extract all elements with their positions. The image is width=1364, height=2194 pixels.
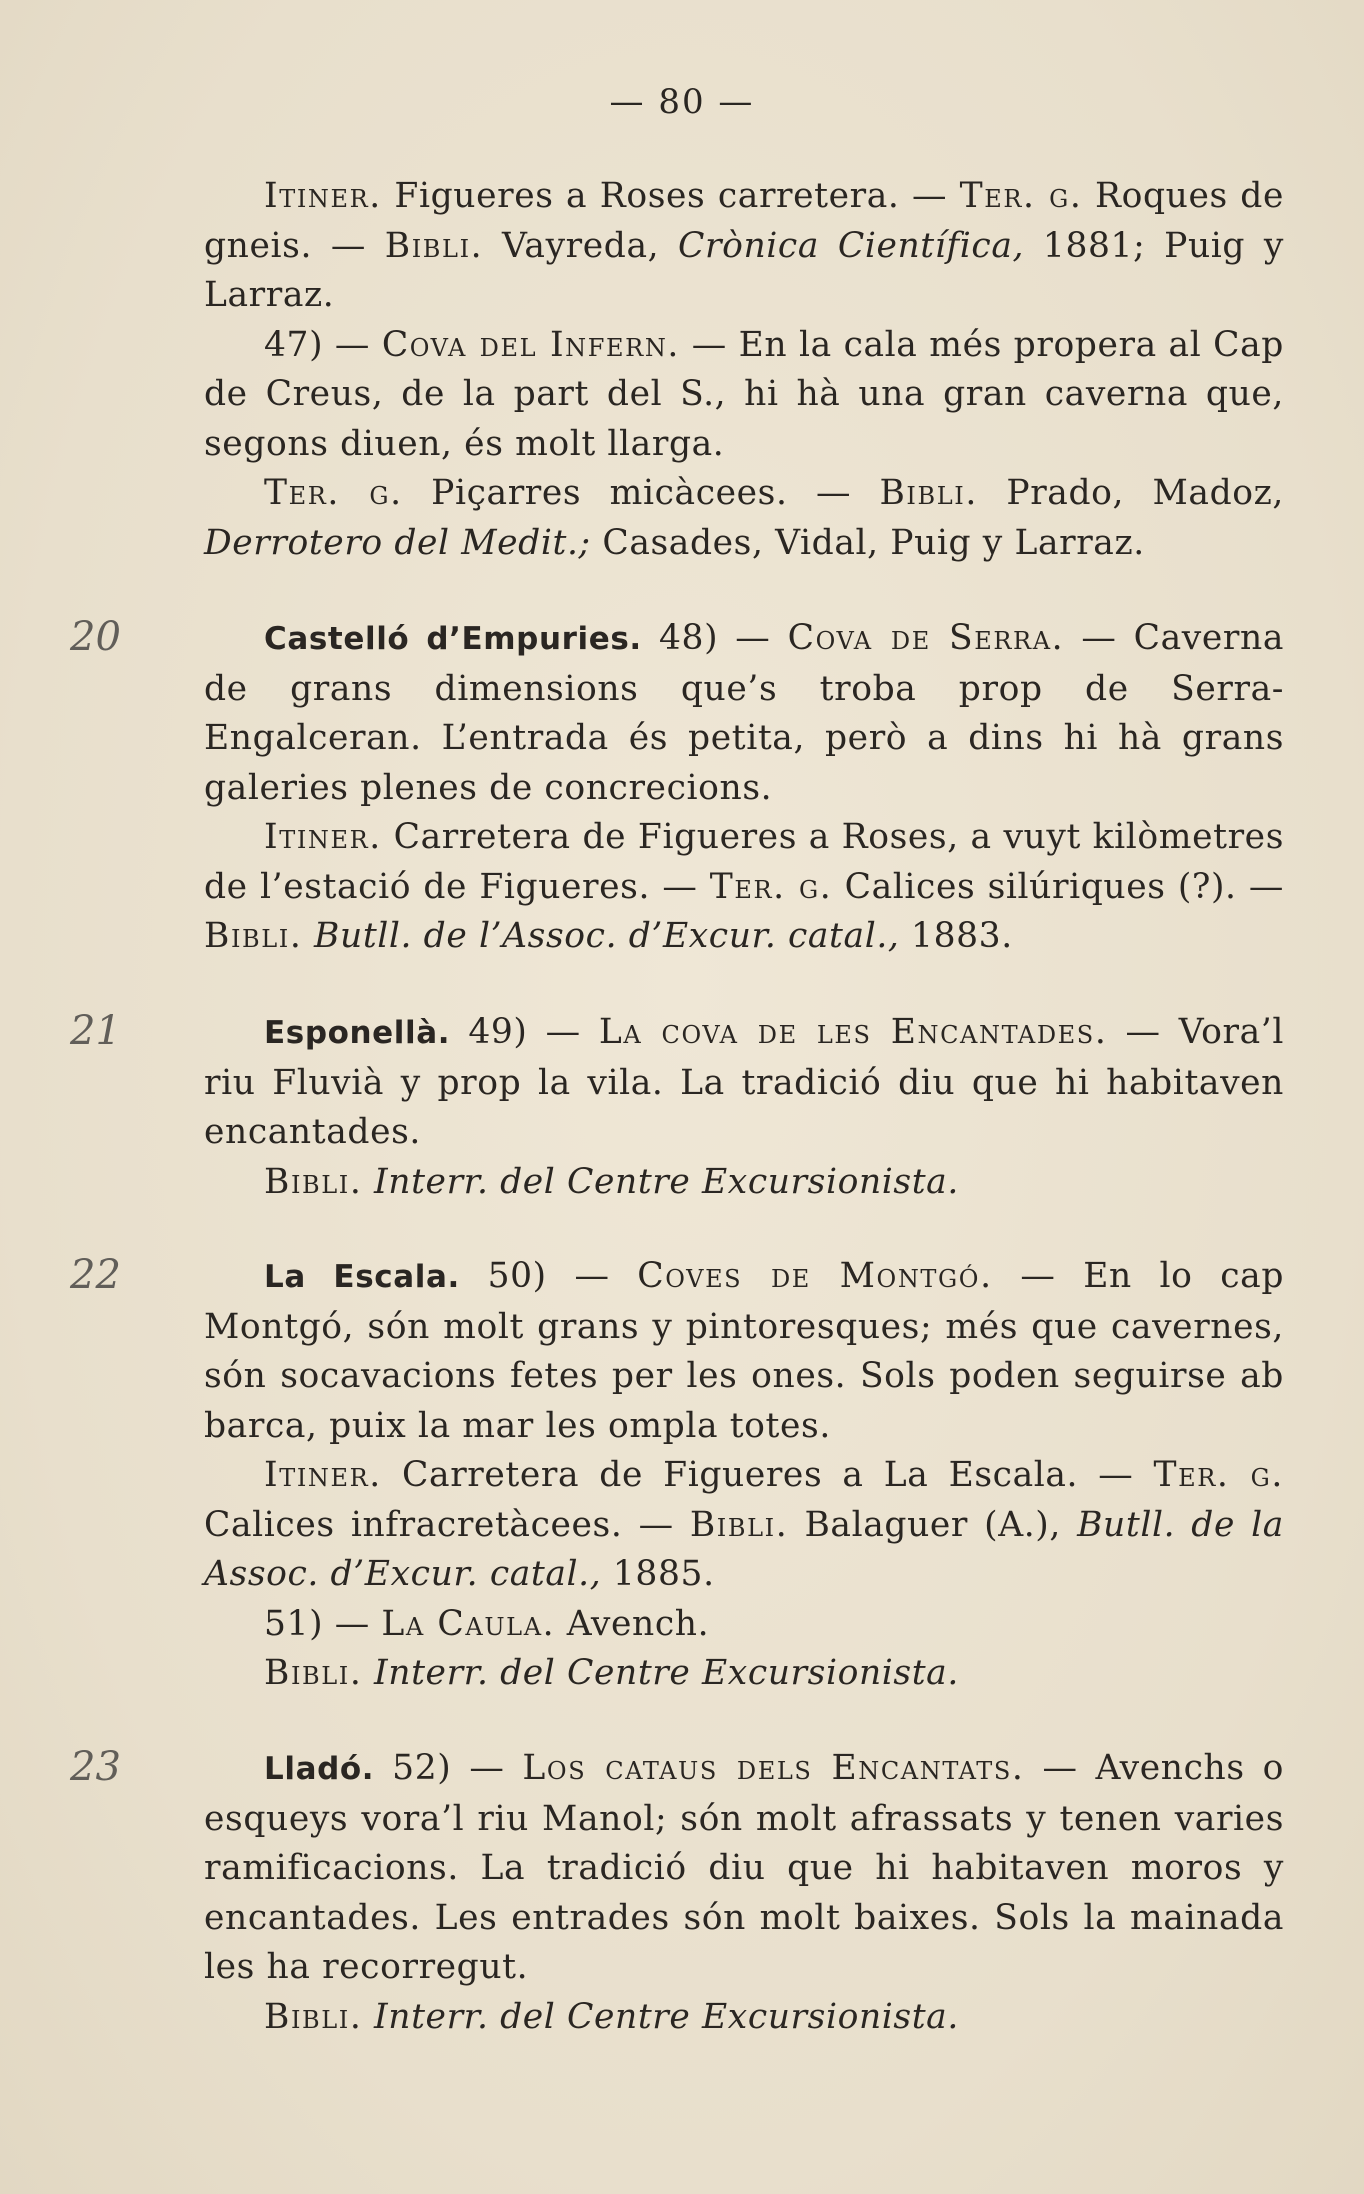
margin-note-handwritten: 21 bbox=[70, 1008, 121, 1054]
entry-block-castello bbox=[204, 614, 1284, 962]
paragraph-entry-49: Esponellà. 49) — La cova de les Encantades. — Vora’l riu Fluvià y prop la vila. La tradició diu que hi habitaven encantades. bbox=[204, 1012, 1284, 1152]
margin-note-handwritten: 20 bbox=[70, 614, 121, 660]
paragraph-bibliography: Bibli. Interr. del Centre Excursionista. bbox=[264, 1653, 959, 1693]
paragraph-bibliography: Bibli. Interr. del Centre Excursionista. bbox=[264, 1996, 959, 2037]
entry-block-continuation bbox=[204, 172, 1284, 568]
page-number: — 80 — bbox=[609, 82, 755, 122]
paragraph-terrain-bibliography: Ter. g. Piçarres micàcees. — Bibli. Prado, Madoz, Derrotero del Medit.; Casades, Vidal, Puig y Larraz. bbox=[204, 473, 1285, 563]
paragraph-bibliography: Bibli. Interr. del Centre Excursionista. bbox=[264, 1161, 959, 1202]
margin-note-handwritten: 23 bbox=[70, 1744, 121, 1790]
paragraph-entry-50: La Escala. 50) — Coves de Montgó. — En lo cap Montgó, són molt grans y pintoresques; més que cavernes, són socavacions fetes per les ones. Sols poden seguirse ab barca, puix la mar les ompla totes. bbox=[204, 1256, 1285, 1446]
paragraph-itinerary: Itiner. Carretera de Figueres a Roses, a vuyt kilòmetres de l’estació de Figueres. — Ter. g. Calices silúriques (?). — Bibli. Butll. de l’Assoc. d’Excur. catal., 1883. bbox=[204, 817, 1284, 956]
margin-note-handwritten: 22 bbox=[70, 1252, 121, 1298]
entry-block-esponella bbox=[204, 1008, 1284, 1207]
entry-block-la-escala bbox=[204, 1252, 1284, 1699]
entry-block-llado bbox=[204, 1744, 1284, 2042]
paragraph-entry-51: 51) — La Caula. Avench. bbox=[264, 1603, 710, 1644]
paragraph-entry-52: Lladó. 52) — Los cataus dels Encantats. — Avenchs o esqueys vora’l riu Manol; són molt afrassats y tenen varies ramificacions. La tradició diu que hi habitaven moros y encantades. Les entrades són molt baixes. Sols la mainada les ha recorregut. bbox=[204, 1748, 1285, 1987]
paragraph-entry-48: Castelló d’Empuries. 48) — Cova de Serra. — Caverna de grans dimensions que’s troba prop de Serra-Engalceran. L’entrada és petita, però a dins hi hà grans galeries plenes de concrecions. bbox=[204, 618, 1284, 808]
paragraph-itinerary: Itiner. Carretera de Figueres a La Escala. — Ter. g. Calices infracretàcees. — Bibli. Balaguer (A.), Butll. de la Assoc. d’Excur. catal., 1885. bbox=[204, 1455, 1284, 1594]
paragraph-itinerary: Itiner. Figueres a Roses carretera. — Ter. g. Roques de gneis. — Bibli. Vayreda, Crònica Científica, 1881; Puig y Larraz. bbox=[204, 176, 1285, 315]
paragraph-entry-47: 47) — Cova del Infern. — En la cala més propera al Cap de Creus, de la part del S., hi hà una gran caverna que, segons diuen, és molt llarga. bbox=[204, 324, 1284, 464]
